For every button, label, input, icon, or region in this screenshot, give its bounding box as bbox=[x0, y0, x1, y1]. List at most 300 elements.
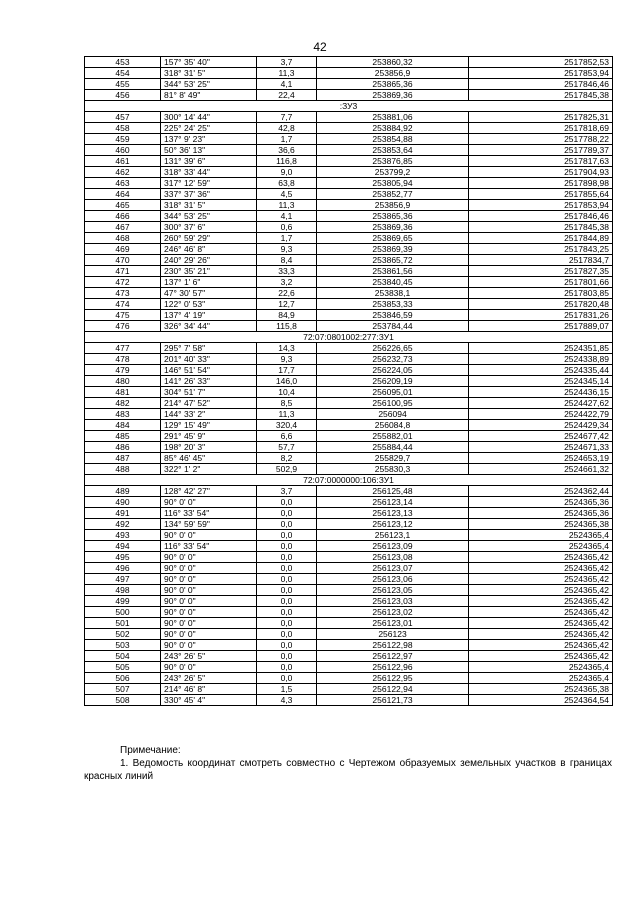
x-coordinate-cell: 253853,64 bbox=[317, 145, 469, 156]
x-coordinate-cell: 253838,1 bbox=[317, 288, 469, 299]
table-row bbox=[85, 288, 613, 299]
length-cell: 3,2 bbox=[257, 277, 317, 288]
x-coordinate-cell: 256123,05 bbox=[317, 585, 469, 596]
point-number-cell: 508 bbox=[85, 695, 161, 706]
length-cell: 17,7 bbox=[257, 365, 317, 376]
table-row bbox=[85, 112, 613, 123]
table-row bbox=[85, 453, 613, 464]
point-number-cell: 468 bbox=[85, 233, 161, 244]
y-coordinate-cell: 2517898,98 bbox=[469, 178, 613, 189]
point-number-cell: 489 bbox=[85, 486, 161, 497]
point-number-cell: 500 bbox=[85, 607, 161, 618]
coordinates-table bbox=[84, 56, 613, 706]
length-cell: 0,0 bbox=[257, 629, 317, 640]
direction-angle-cell: 240° 29' 26" bbox=[161, 255, 257, 266]
x-coordinate-cell: 256122,95 bbox=[317, 673, 469, 684]
direction-angle-cell: 337° 37' 36" bbox=[161, 189, 257, 200]
x-coordinate-cell: 253856,9 bbox=[317, 68, 469, 79]
y-coordinate-cell: 2517834,7 bbox=[469, 255, 613, 266]
direction-angle-cell: 230° 35' 21" bbox=[161, 266, 257, 277]
x-coordinate-cell: 253805,94 bbox=[317, 178, 469, 189]
point-number-cell: 496 bbox=[85, 563, 161, 574]
direction-angle-cell: 131° 39' 6" bbox=[161, 156, 257, 167]
x-coordinate-cell: 256123,03 bbox=[317, 596, 469, 607]
x-coordinate-cell: 253869,65 bbox=[317, 233, 469, 244]
point-number-cell: 457 bbox=[85, 112, 161, 123]
y-coordinate-cell: 2524365,42 bbox=[469, 596, 613, 607]
table-row bbox=[85, 145, 613, 156]
section-header-row bbox=[85, 101, 613, 112]
x-coordinate-cell: 256121,73 bbox=[317, 695, 469, 706]
point-number-cell: 472 bbox=[85, 277, 161, 288]
table-row bbox=[85, 607, 613, 618]
direction-angle-cell: 81° 8' 49" bbox=[161, 90, 257, 101]
x-coordinate-cell: 256122,98 bbox=[317, 640, 469, 651]
length-cell: 22,6 bbox=[257, 288, 317, 299]
point-number-cell: 493 bbox=[85, 530, 161, 541]
table-row bbox=[85, 376, 613, 387]
x-coordinate-cell: 253865,36 bbox=[317, 211, 469, 222]
point-number-cell: 479 bbox=[85, 365, 161, 376]
y-coordinate-cell: 2517846,46 bbox=[469, 79, 613, 90]
direction-angle-cell: 246° 46' 8" bbox=[161, 244, 257, 255]
point-number-cell: 498 bbox=[85, 585, 161, 596]
y-coordinate-cell: 2524671,33 bbox=[469, 442, 613, 453]
length-cell: 36,6 bbox=[257, 145, 317, 156]
length-cell: 57,7 bbox=[257, 442, 317, 453]
length-cell: 8,4 bbox=[257, 255, 317, 266]
section-title: 72:07:0801002:277:ЗУ1 bbox=[85, 332, 613, 343]
x-coordinate-cell: 256122,96 bbox=[317, 662, 469, 673]
point-number-cell: 504 bbox=[85, 651, 161, 662]
y-coordinate-cell: 2517853,94 bbox=[469, 68, 613, 79]
direction-angle-cell: 137° 9' 23" bbox=[161, 134, 257, 145]
x-coordinate-cell: 256123 bbox=[317, 629, 469, 640]
point-number-cell: 453 bbox=[85, 57, 161, 68]
direction-angle-cell: 116° 33' 54" bbox=[161, 508, 257, 519]
direction-angle-cell: 90° 0' 0" bbox=[161, 640, 257, 651]
direction-angle-cell: 300° 37' 6" bbox=[161, 222, 257, 233]
y-coordinate-cell: 2517803,85 bbox=[469, 288, 613, 299]
direction-angle-cell: 225° 24' 25" bbox=[161, 123, 257, 134]
length-cell: 3,7 bbox=[257, 486, 317, 497]
length-cell: 6,6 bbox=[257, 431, 317, 442]
y-coordinate-cell: 2517789,37 bbox=[469, 145, 613, 156]
y-coordinate-cell: 2524429,34 bbox=[469, 420, 613, 431]
point-number-cell: 502 bbox=[85, 629, 161, 640]
x-coordinate-cell: 253884,92 bbox=[317, 123, 469, 134]
y-coordinate-cell: 2524365,4 bbox=[469, 673, 613, 684]
y-coordinate-cell: 2524365,42 bbox=[469, 574, 613, 585]
table-row bbox=[85, 156, 613, 167]
y-coordinate-cell: 2524351,85 bbox=[469, 343, 613, 354]
page-number: 42 bbox=[313, 40, 327, 54]
direction-angle-cell: 300° 14' 44" bbox=[161, 112, 257, 123]
length-cell: 9,0 bbox=[257, 167, 317, 178]
table-row bbox=[85, 695, 613, 706]
y-coordinate-cell: 2524422,79 bbox=[469, 409, 613, 420]
length-cell: 12,7 bbox=[257, 299, 317, 310]
table-row bbox=[85, 640, 613, 651]
point-number-cell: 490 bbox=[85, 497, 161, 508]
length-cell: 0,0 bbox=[257, 519, 317, 530]
point-number-cell: 494 bbox=[85, 541, 161, 552]
length-cell: 0,0 bbox=[257, 618, 317, 629]
direction-angle-cell: 198° 20' 3" bbox=[161, 442, 257, 453]
y-coordinate-cell: 2524653,19 bbox=[469, 453, 613, 464]
y-coordinate-cell: 2524365,4 bbox=[469, 541, 613, 552]
y-coordinate-cell: 2517827,35 bbox=[469, 266, 613, 277]
table-row bbox=[85, 464, 613, 475]
x-coordinate-cell: 255882,01 bbox=[317, 431, 469, 442]
table-row bbox=[85, 266, 613, 277]
point-number-cell: 469 bbox=[85, 244, 161, 255]
length-cell: 9,3 bbox=[257, 354, 317, 365]
point-number-cell: 463 bbox=[85, 178, 161, 189]
point-number-cell: 499 bbox=[85, 596, 161, 607]
table-row bbox=[85, 596, 613, 607]
point-number-cell: 454 bbox=[85, 68, 161, 79]
table-row bbox=[85, 420, 613, 431]
x-coordinate-cell: 255829,7 bbox=[317, 453, 469, 464]
table-row bbox=[85, 409, 613, 420]
y-coordinate-cell: 2524677,42 bbox=[469, 431, 613, 442]
table-row bbox=[85, 211, 613, 222]
y-coordinate-cell: 2524365,42 bbox=[469, 552, 613, 563]
y-coordinate-cell: 2517845,38 bbox=[469, 222, 613, 233]
x-coordinate-cell: 256123,12 bbox=[317, 519, 469, 530]
length-cell: 4,3 bbox=[257, 695, 317, 706]
y-coordinate-cell: 2524365,42 bbox=[469, 640, 613, 651]
table-row bbox=[85, 90, 613, 101]
y-coordinate-cell: 2517855,64 bbox=[469, 189, 613, 200]
length-cell: 0,0 bbox=[257, 607, 317, 618]
point-number-cell: 484 bbox=[85, 420, 161, 431]
direction-angle-cell: 90° 0' 0" bbox=[161, 629, 257, 640]
direction-angle-cell: 129° 15' 49" bbox=[161, 420, 257, 431]
direction-angle-cell: 214° 47' 52" bbox=[161, 398, 257, 409]
length-cell: 0,0 bbox=[257, 497, 317, 508]
table-row bbox=[85, 387, 613, 398]
table-row bbox=[85, 321, 613, 332]
table-row bbox=[85, 233, 613, 244]
direction-angle-cell: 291° 45' 9" bbox=[161, 431, 257, 442]
x-coordinate-cell: 253853,33 bbox=[317, 299, 469, 310]
point-number-cell: 474 bbox=[85, 299, 161, 310]
table-row bbox=[85, 299, 613, 310]
direction-angle-cell: 90° 0' 0" bbox=[161, 563, 257, 574]
note-title: Примечание: bbox=[120, 745, 181, 756]
point-number-cell: 467 bbox=[85, 222, 161, 233]
point-number-cell: 456 bbox=[85, 90, 161, 101]
length-cell: 0,0 bbox=[257, 530, 317, 541]
direction-angle-cell: 90° 0' 0" bbox=[161, 596, 257, 607]
table-row bbox=[85, 354, 613, 365]
length-cell: 0,0 bbox=[257, 673, 317, 684]
x-coordinate-cell: 253784,44 bbox=[317, 321, 469, 332]
x-coordinate-cell: 256125,48 bbox=[317, 486, 469, 497]
direction-angle-cell: 90° 0' 0" bbox=[161, 585, 257, 596]
y-coordinate-cell: 2517904,93 bbox=[469, 167, 613, 178]
direction-angle-cell: 90° 0' 0" bbox=[161, 530, 257, 541]
y-coordinate-cell: 2517817,63 bbox=[469, 156, 613, 167]
direction-angle-cell: 243° 26' 5" bbox=[161, 673, 257, 684]
point-number-cell: 466 bbox=[85, 211, 161, 222]
x-coordinate-cell: 256123,1 bbox=[317, 530, 469, 541]
point-number-cell: 495 bbox=[85, 552, 161, 563]
x-coordinate-cell: 255884,44 bbox=[317, 442, 469, 453]
coordinates-table-body bbox=[85, 57, 613, 706]
x-coordinate-cell: 256123,08 bbox=[317, 552, 469, 563]
length-cell: 115,8 bbox=[257, 321, 317, 332]
point-number-cell: 475 bbox=[85, 310, 161, 321]
point-number-cell: 455 bbox=[85, 79, 161, 90]
y-coordinate-cell: 2517846,46 bbox=[469, 211, 613, 222]
direction-angle-cell: 214° 46' 8" bbox=[161, 684, 257, 695]
length-cell: 1,7 bbox=[257, 134, 317, 145]
point-number-cell: 483 bbox=[85, 409, 161, 420]
direction-angle-cell: 122° 0' 53" bbox=[161, 299, 257, 310]
x-coordinate-cell: 256084,8 bbox=[317, 420, 469, 431]
x-coordinate-cell: 253846,59 bbox=[317, 310, 469, 321]
table-row bbox=[85, 574, 613, 585]
point-number-cell: 491 bbox=[85, 508, 161, 519]
length-cell: 4,1 bbox=[257, 79, 317, 90]
direction-angle-cell: 318° 31' 5" bbox=[161, 68, 257, 79]
point-number-cell: 486 bbox=[85, 442, 161, 453]
length-cell: 1,7 bbox=[257, 233, 317, 244]
x-coordinate-cell: 253869,36 bbox=[317, 222, 469, 233]
x-coordinate-cell: 256232,73 bbox=[317, 354, 469, 365]
x-coordinate-cell: 253861,56 bbox=[317, 266, 469, 277]
table-row bbox=[85, 277, 613, 288]
length-cell: 8,5 bbox=[257, 398, 317, 409]
table-row bbox=[85, 310, 613, 321]
point-number-cell: 497 bbox=[85, 574, 161, 585]
table-row bbox=[85, 662, 613, 673]
point-number-cell: 506 bbox=[85, 673, 161, 684]
x-coordinate-cell: 256209,19 bbox=[317, 376, 469, 387]
y-coordinate-cell: 2524365,4 bbox=[469, 530, 613, 541]
table-row bbox=[85, 57, 613, 68]
x-coordinate-cell: 256123,09 bbox=[317, 541, 469, 552]
table-row bbox=[85, 684, 613, 695]
point-number-cell: 462 bbox=[85, 167, 161, 178]
direction-angle-cell: 157° 35' 40" bbox=[161, 57, 257, 68]
x-coordinate-cell: 253854,88 bbox=[317, 134, 469, 145]
y-coordinate-cell: 2517844,89 bbox=[469, 233, 613, 244]
length-cell: 11,3 bbox=[257, 200, 317, 211]
direction-angle-cell: 317° 12' 59" bbox=[161, 178, 257, 189]
length-cell: 8,2 bbox=[257, 453, 317, 464]
direction-angle-cell: 90° 0' 0" bbox=[161, 574, 257, 585]
point-number-cell: 471 bbox=[85, 266, 161, 277]
point-number-cell: 488 bbox=[85, 464, 161, 475]
length-cell: 10,4 bbox=[257, 387, 317, 398]
length-cell: 33,3 bbox=[257, 266, 317, 277]
point-number-cell: 480 bbox=[85, 376, 161, 387]
y-coordinate-cell: 2524345,14 bbox=[469, 376, 613, 387]
direction-angle-cell: 326° 34' 44" bbox=[161, 321, 257, 332]
x-coordinate-cell: 256094 bbox=[317, 409, 469, 420]
x-coordinate-cell: 256095,01 bbox=[317, 387, 469, 398]
direction-angle-cell: 128° 42' 27" bbox=[161, 486, 257, 497]
x-coordinate-cell: 253865,72 bbox=[317, 255, 469, 266]
y-coordinate-cell: 2517853,94 bbox=[469, 200, 613, 211]
point-number-cell: 473 bbox=[85, 288, 161, 299]
y-coordinate-cell: 2524365,4 bbox=[469, 662, 613, 673]
y-coordinate-cell: 2524365,42 bbox=[469, 651, 613, 662]
table-row bbox=[85, 68, 613, 79]
direction-angle-cell: 295° 7' 58" bbox=[161, 343, 257, 354]
y-coordinate-cell: 2524338,89 bbox=[469, 354, 613, 365]
x-coordinate-cell: 256224,05 bbox=[317, 365, 469, 376]
point-number-cell: 503 bbox=[85, 640, 161, 651]
table-row bbox=[85, 189, 613, 200]
direction-angle-cell: 141° 26' 33" bbox=[161, 376, 257, 387]
length-cell: 11,3 bbox=[257, 409, 317, 420]
length-cell: 22,4 bbox=[257, 90, 317, 101]
direction-angle-cell: 260° 59' 29" bbox=[161, 233, 257, 244]
point-number-cell: 478 bbox=[85, 354, 161, 365]
x-coordinate-cell: 256123,14 bbox=[317, 497, 469, 508]
table-row bbox=[85, 585, 613, 596]
y-coordinate-cell: 2524365,38 bbox=[469, 519, 613, 530]
point-number-cell: 507 bbox=[85, 684, 161, 695]
length-cell: 0,0 bbox=[257, 596, 317, 607]
table-row bbox=[85, 651, 613, 662]
direction-angle-cell: 318° 31' 5" bbox=[161, 200, 257, 211]
x-coordinate-cell: 256226,65 bbox=[317, 343, 469, 354]
table-row bbox=[85, 431, 613, 442]
table-row bbox=[85, 519, 613, 530]
direction-angle-cell: 322° 1' 2" bbox=[161, 464, 257, 475]
point-number-cell: 485 bbox=[85, 431, 161, 442]
direction-angle-cell: 146° 51' 54" bbox=[161, 365, 257, 376]
x-coordinate-cell: 253865,36 bbox=[317, 79, 469, 90]
length-cell: 4,1 bbox=[257, 211, 317, 222]
section-header-row bbox=[85, 475, 613, 486]
point-number-cell: 481 bbox=[85, 387, 161, 398]
table-row bbox=[85, 167, 613, 178]
x-coordinate-cell: 256122,94 bbox=[317, 684, 469, 695]
length-cell: 0,0 bbox=[257, 508, 317, 519]
length-cell: 0,0 bbox=[257, 574, 317, 585]
direction-angle-cell: 90° 0' 0" bbox=[161, 618, 257, 629]
table-row bbox=[85, 244, 613, 255]
table-row bbox=[85, 618, 613, 629]
length-cell: 3,7 bbox=[257, 57, 317, 68]
point-number-cell: 470 bbox=[85, 255, 161, 266]
point-number-cell: 461 bbox=[85, 156, 161, 167]
point-number-cell: 458 bbox=[85, 123, 161, 134]
direction-angle-cell: 304° 51' 7" bbox=[161, 387, 257, 398]
y-coordinate-cell: 2517831,26 bbox=[469, 310, 613, 321]
direction-angle-cell: 243° 26' 5" bbox=[161, 651, 257, 662]
x-coordinate-cell: 256100,95 bbox=[317, 398, 469, 409]
x-coordinate-cell: 253852,77 bbox=[317, 189, 469, 200]
table-row bbox=[85, 508, 613, 519]
x-coordinate-cell: 253869,36 bbox=[317, 90, 469, 101]
y-coordinate-cell: 2524661,32 bbox=[469, 464, 613, 475]
y-coordinate-cell: 2517820,48 bbox=[469, 299, 613, 310]
direction-angle-cell: 134° 59' 59" bbox=[161, 519, 257, 530]
x-coordinate-cell: 253869,39 bbox=[317, 244, 469, 255]
x-coordinate-cell: 256123,02 bbox=[317, 607, 469, 618]
table-row bbox=[85, 552, 613, 563]
direction-angle-cell: 144° 33' 2" bbox=[161, 409, 257, 420]
direction-angle-cell: 201° 40' 33" bbox=[161, 354, 257, 365]
table-row bbox=[85, 442, 613, 453]
x-coordinate-cell: 256123,07 bbox=[317, 563, 469, 574]
x-coordinate-cell: 253876,85 bbox=[317, 156, 469, 167]
length-cell: 9,3 bbox=[257, 244, 317, 255]
x-coordinate-cell: 256123,13 bbox=[317, 508, 469, 519]
y-coordinate-cell: 2517801,66 bbox=[469, 277, 613, 288]
y-coordinate-cell: 2524364,54 bbox=[469, 695, 613, 706]
point-number-cell: 505 bbox=[85, 662, 161, 673]
x-coordinate-cell: 253799,2 bbox=[317, 167, 469, 178]
x-coordinate-cell: 256122,97 bbox=[317, 651, 469, 662]
direction-angle-cell: 90° 0' 0" bbox=[161, 607, 257, 618]
length-cell: 0,0 bbox=[257, 563, 317, 574]
table-row bbox=[85, 486, 613, 497]
x-coordinate-cell: 253860,32 bbox=[317, 57, 469, 68]
direction-angle-cell: 90° 0' 0" bbox=[161, 552, 257, 563]
table-row bbox=[85, 222, 613, 233]
table-row bbox=[85, 365, 613, 376]
x-coordinate-cell: 255830,3 bbox=[317, 464, 469, 475]
direction-angle-cell: 90° 0' 0" bbox=[161, 662, 257, 673]
table-row bbox=[85, 134, 613, 145]
table-row bbox=[85, 629, 613, 640]
direction-angle-cell: 330° 45' 4" bbox=[161, 695, 257, 706]
y-coordinate-cell: 2524335,44 bbox=[469, 365, 613, 376]
point-number-cell: 487 bbox=[85, 453, 161, 464]
point-number-cell: 482 bbox=[85, 398, 161, 409]
table-row bbox=[85, 497, 613, 508]
y-coordinate-cell: 2517845,38 bbox=[469, 90, 613, 101]
length-cell: 1,5 bbox=[257, 684, 317, 695]
length-cell: 0,0 bbox=[257, 640, 317, 651]
table-row bbox=[85, 398, 613, 409]
direction-angle-cell: 47° 30' 57" bbox=[161, 288, 257, 299]
table-row bbox=[85, 79, 613, 90]
table-row bbox=[85, 343, 613, 354]
length-cell: 42,8 bbox=[257, 123, 317, 134]
table-row bbox=[85, 200, 613, 211]
direction-angle-cell: 318° 33' 44" bbox=[161, 167, 257, 178]
direction-angle-cell: 116° 33' 54" bbox=[161, 541, 257, 552]
y-coordinate-cell: 2524365,36 bbox=[469, 497, 613, 508]
table-row bbox=[85, 563, 613, 574]
y-coordinate-cell: 2517788,22 bbox=[469, 134, 613, 145]
direction-angle-cell: 344° 53' 25" bbox=[161, 211, 257, 222]
length-cell: 4,5 bbox=[257, 189, 317, 200]
point-number-cell: 465 bbox=[85, 200, 161, 211]
point-number-cell: 476 bbox=[85, 321, 161, 332]
section-header-row bbox=[85, 332, 613, 343]
section-title: 72:07:0000000:106:ЗУ1 bbox=[85, 475, 613, 486]
direction-angle-cell: 90° 0' 0" bbox=[161, 497, 257, 508]
length-cell: 0,6 bbox=[257, 222, 317, 233]
table-row bbox=[85, 673, 613, 684]
y-coordinate-cell: 2517852,53 bbox=[469, 57, 613, 68]
x-coordinate-cell: 253840,45 bbox=[317, 277, 469, 288]
point-number-cell: 459 bbox=[85, 134, 161, 145]
y-coordinate-cell: 2524365,42 bbox=[469, 629, 613, 640]
x-coordinate-cell: 256123,01 bbox=[317, 618, 469, 629]
